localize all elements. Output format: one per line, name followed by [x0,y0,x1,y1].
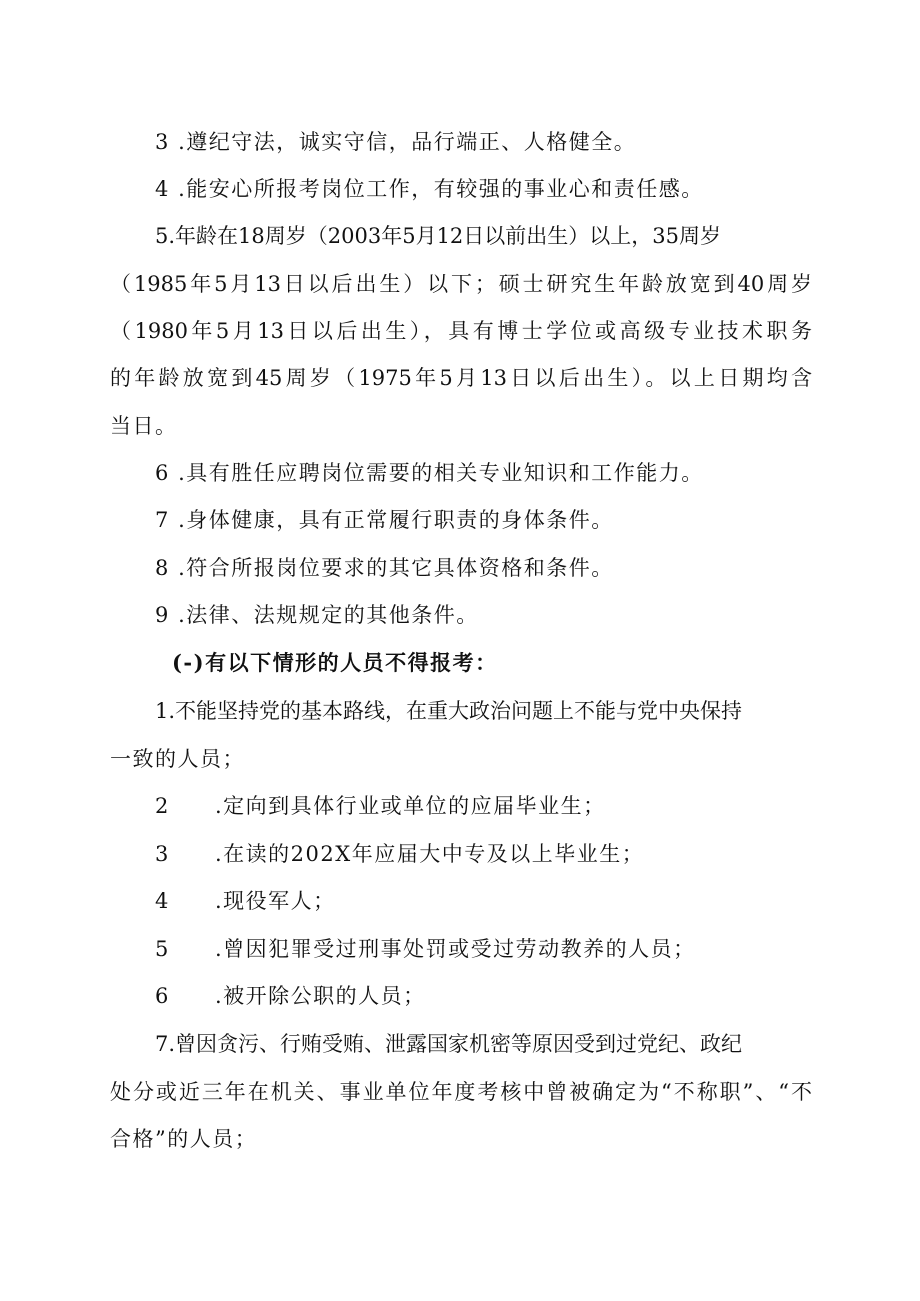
condition-item-5-line-4: 的年龄放宽到45周岁（1975年5月13日以后出生）。以上日期均含 [110,366,812,390]
item-text: .现役军人； [215,889,336,913]
item-text-line-1: .曾因贪污、行贿受贿、泄露国家机密等原因受到过党纪、政纪 [168,1032,743,1056]
item-number: 3 [155,130,170,154]
item-text-line-1: .年龄在18周岁（2003年5月12日以前出生）以上，35周岁 [168,224,722,248]
section-heading: (-)有以下情形的人员不得报考： [172,650,498,675]
item-number: 6 [155,984,170,1008]
condition-item-3 [155,128,636,156]
item-text: .能安心所报考岗位工作，有较强的事业心和责任感。 [178,177,704,201]
condition-item-5 [155,222,812,250]
item-number: 5 [155,937,170,961]
item-text: .符合所报岗位要求的其它具体资格和条件。 [178,556,614,580]
condition-item-8 [155,554,614,582]
item-text: .定向到具体行业或单位的应届毕业生； [215,794,606,818]
condition-item-7 [155,506,614,534]
item-number: 3 [155,842,170,866]
item-text-line-1: .不能坚持党的基本路线，在重大政治问题上不能与党中央保持 [168,699,743,723]
item-number: 7 [155,508,170,532]
condition-item-5-line-5: 当日。 [110,414,178,438]
exclusion-item-4 [155,887,336,915]
item-text: .被开除公职的人员； [215,984,426,1008]
exclusion-item-5 [155,935,696,963]
exclusion-item-3 [155,840,644,868]
exclusion-item-7-line-3: 合格”的人员； [110,1127,258,1151]
condition-item-4 [155,175,704,203]
item-number: 1 [155,699,169,723]
exclusion-item-1-line-2: 一致的人员； [110,747,245,771]
item-text: .遵纪守法，诚实守信，品行端正、人格健全。 [178,130,637,154]
exclusion-item-7-line-2: 处分或近三年在机关、事业单位年度考核中曾被确定为“不称职”、“不 [110,1080,812,1104]
condition-item-9 [155,601,479,629]
item-text: .曾因犯罪受过刑事处罚或受过劳动教养的人员； [215,937,696,961]
condition-item-6 [155,459,704,487]
item-number: 7 [155,1032,169,1056]
item-number: 4 [155,177,170,201]
item-number: 4 [155,889,170,913]
item-text: .具有胜任应聘岗位需要的相关专业知识和工作能力。 [178,461,704,485]
exclusion-item-1 [155,697,812,725]
item-number: 5 [155,224,169,248]
condition-item-5-line-2: （1985年5月13日以后出生）以下；硕士研究生年龄放宽到40周岁 [110,272,812,296]
item-text: .身体健康，具有正常履行职责的身体条件。 [178,508,614,532]
exclusion-item-6 [155,982,426,1010]
item-text: .在读的202X年应届大中专及以上毕业生； [215,842,645,866]
item-number: 9 [155,603,170,627]
item-number: 8 [155,556,170,580]
condition-item-5-line-3: （1980年5月13日以后出生），具有博士学位或高级专业技术职务 [110,319,812,343]
item-number: 6 [155,461,170,485]
exclusion-item-2 [155,792,606,820]
item-text: .法律、法规规定的其他条件。 [178,603,479,627]
exclusion-item-7 [155,1030,812,1058]
item-number: 2 [155,794,170,818]
